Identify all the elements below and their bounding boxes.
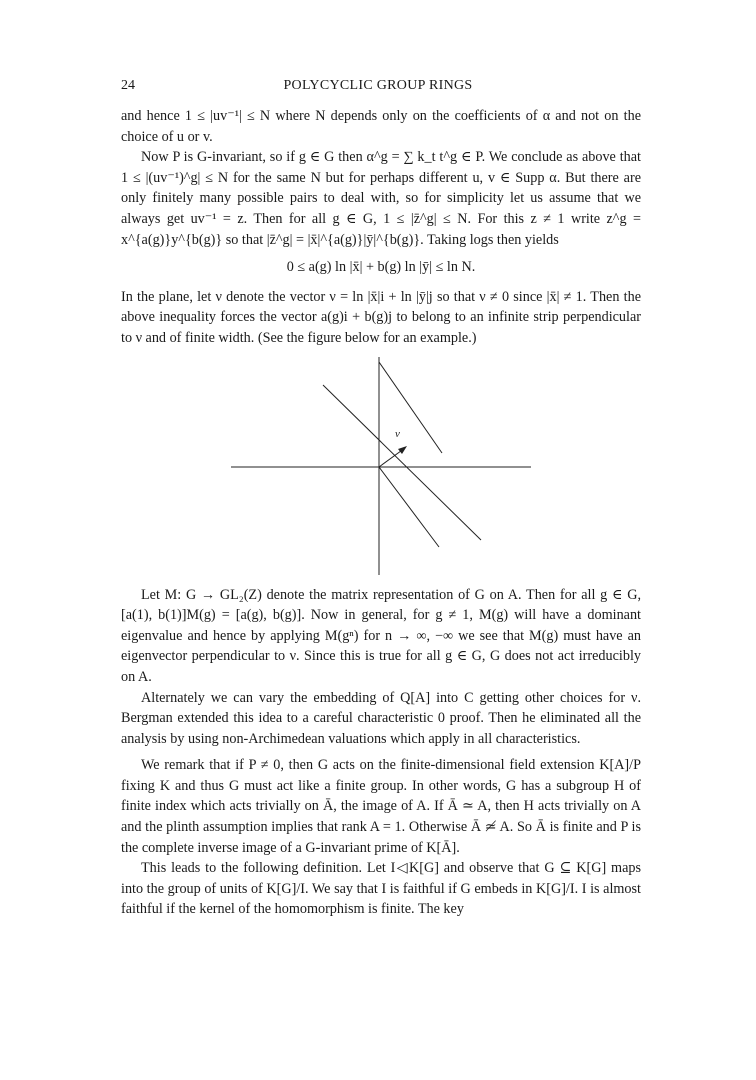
paragraph-5: Alternately we can vary the embedding of Q[A] into C getting other choices for ν. Bergman extended this idea to a careful characteristic 0 proof. Then he eliminated all the analysis by using non-Archimedean valuations which apply in all characteristics. [121,689,641,747]
page-header [0,78,756,98]
strip-figure [231,357,531,575]
strip-boundary-left [323,385,481,540]
paragraph-1: and hence 1 ≤ |uv⁻¹| ≤ N where N depends only on the coefficients of α and not on the choice of u or v. [121,108,641,145]
paragraph-3: In the plane, let ν denote the vector ν = ln |x̄|i + ln |ȳ|j so that ν ≠ 0 since |x̄| ≠ 1. Then the above inequality forces the vector a(g)i + b(g)j to belong to an infinite strip perpendicular to ν and of finite width. (See the figure below for an example.) [121,288,641,346]
paragraph-4: Let M: G → GL₂(Z) denote the matrix representation of G on A. Then for all g ∈ G, [a(1), b(1)]M(g) = [a(g), b(g)]. Now in general, for g ≠ 1, M(g) will have a dominant eigenvalue and hence by applying M(gⁿ) for n → ∞, −∞ we see that M(g) must have an eigenvector perpendicular to ν. Since this is true for all g ∈ G, G does not act irreducibly on A. [121,586,641,685]
running-title: POLYCYCLIC GROUP RINGS [283,78,473,93]
nu-label: ν [395,427,400,440]
body-text [121,106,641,920]
paragraph-6: We remark that if P ≠ 0, then G acts on the finite-dimensional field extension K[A]/P fixing K and thus G must act like a finite group. In other words, G has a subgroup H of finite index which acts trivially on Ā, the image of A. If Ā ≃ A, then H acts trivially on A and the plinth assumption implies that rank A = 1. Otherwise Ā ≄ A. So Ā is finite and P is the complete inverse image of a G-invariant prime of K[Ā]. [121,757,641,856]
display-inequality: 0 ≤ a(g) ln |x̄| + b(g) ln |ȳ| ≤ ln N. [286,259,476,276]
paragraph-7: This leads to the following definition. Let I◁K[G] and observe that G ⊆ K[G] maps into the group of units of K[G]/I. We say that I is faithful if G embeds in K[G]/I. I is almost faithful if the kernel of the homomorphism is finite. The key [121,860,641,918]
strip-boundary-right-lower [379,467,439,547]
page-number: 24 [121,78,135,93]
paragraph-2: Now P is G-invariant, so if g ∈ G then α^g = ∑ k_t t^g ∈ P. We conclude as above that 1 ≤ |(uv⁻¹)^g| ≤ N for the same N but for perhaps different u, v ∈ Supp α. But there are only finitely many possible pairs to deal with, so for simplicity let us assume that we always get uv⁻¹ = z. Then for all g ∈ G, 1 ≤ |z̄^g| ≤ N. For this z ≠ 1 write z^g = x^{a(g)}y^{b(g)} so that |z̄^g| = |x̄|^{a(g)}|ȳ|^{b(g)}. Taking logs then yields [121,149,641,248]
strip-boundary-right-upper [379,362,442,453]
nu-arrowhead [398,446,407,454]
